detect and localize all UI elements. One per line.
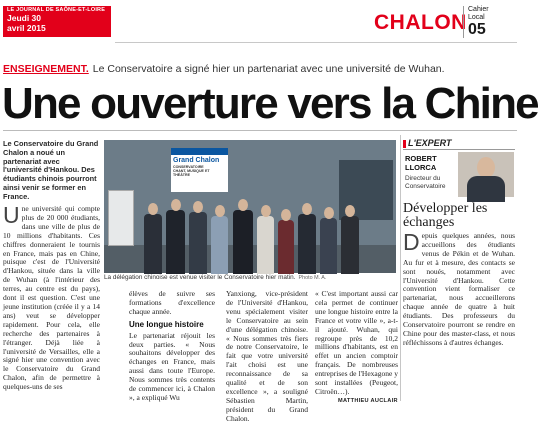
banner-title: Grand Chalon [173, 157, 220, 164]
article-byline: MATTHIEU AUCLAIR [338, 398, 398, 404]
article-subhead: Une longue histoire [129, 319, 204, 329]
photo-person [166, 210, 185, 274]
column-1-text: ne université qui compte plus de 20 000 étudiants, dans une ville de plus de 10 millions d'habitants. Ces chiffres donneraient le tournis en France, mais pas en Chine, puisque c'est de l'Université d'Hankou, située dans la ville de Wuhan (à l'intérieur des terres, au centre est du pays), dont il est question. C'est une jeune institution (créée il y a 14 ans) veut se développer rapidement. Pour cela, elle recherche des partenaires à l'étranger. Déjà liée à l'université de Versailles, elle a signé hier une convention avec le Conservatoire du Grand Chalon, afin de permettre à quelques-uns de ses [3, 204, 100, 392]
photo-caption [104, 273, 396, 283]
masthead-divider [115, 42, 517, 43]
page-label-cahier: Cahier [468, 6, 489, 13]
photo-display-panel [108, 190, 134, 246]
article-standfirst: Le Conservatoire du Grand Chalon a noué un partenariat avec l'université d'Hankou. Des étudiants chinois pourront ainsi venir se former en France. [3, 139, 99, 201]
caption-text: La délégation chinoise est venue visiter le Conservatoire hier matin. [104, 274, 296, 281]
page-label-local: Local [468, 14, 485, 21]
expert-drop-cap: D [403, 229, 420, 255]
newspaper-logo [3, 6, 111, 37]
expert-text: epuis quelques années, nous accueillons des étudiants venus de Pékin et de Wuhan. Au fur et à mesure, des contacts se sont noués, notamment avec l'Université d'Hankou. Cette convention vient formaliser ce partenariat, nous accueillerons chaque année de quatre à huit étudiants. Des professeurs du Conservatoire pourront se rendre en Chine pour des master-class, et nous réfléchissons à d'autres échanges. [403, 231, 515, 347]
page-number: 05 [468, 21, 486, 38]
column-2-text-a: élèves de suivre ses formations d'excellence chaque année. [129, 289, 215, 316]
article-column-2 [129, 290, 215, 403]
sidebar-divider [400, 135, 401, 401]
headline-divider [3, 130, 517, 131]
expert-role: Directeur du Conservatoire [405, 175, 446, 190]
expert-portrait [458, 152, 514, 197]
article-kicker [3, 62, 517, 76]
page-info [463, 6, 519, 38]
portrait-head [477, 157, 495, 178]
photo-credit: Photo M. A. [298, 275, 327, 281]
expert-last-name: LLORCA [405, 162, 437, 172]
expert-label: L'EXPERT [403, 138, 515, 150]
newspaper-name: LE JOURNAL DE SAÔNE-ET-LOIRE [7, 7, 106, 13]
photo-person [341, 216, 359, 274]
drop-cap: U [3, 202, 20, 228]
article-column-1 [3, 202, 100, 392]
photo-person [278, 220, 294, 274]
expert-name [405, 155, 451, 172]
photo-person [211, 216, 228, 274]
issue-date-day: Jeudi 30 [7, 13, 42, 23]
kicker-label: ENSEIGNEMENT. [3, 63, 89, 75]
portrait-body [467, 176, 505, 202]
expert-first-name: ROBERT [405, 154, 437, 163]
photo-person [233, 210, 253, 274]
photo-person [189, 212, 207, 274]
conservatoire-banner [171, 148, 228, 192]
article-column-4: « C'est important aussi car cela permet de continuer une longue histoire entre la France et votre ville », a-t-il ajouté. Wuhan, qui regroupe près de 10,2 millions d'habitants, est en effet un ancien comptoir français. De nombreuses entreprises de l'Hexagone y sont installées (Peugeot, Citroën…). [315, 289, 398, 396]
photo-person [144, 214, 162, 274]
photo-person [320, 218, 337, 274]
delegation-photo [104, 140, 396, 273]
banner-subtitle-1: CONSERVATOIRE [173, 165, 204, 169]
section-title: CHALON [374, 11, 467, 34]
article-column-3: Yanxiong, vice-président de l'Université d'Hankou, venu spécialement visiter le Conservatoire au sein d'une délégation chinoise. « Nous sommes très fiers de notre Conservatoire, le fait que votre université l'ait choisi est une reconnaissance de sa qualité et de son excellence », a souligné Sébastien Martin, président du Grand Chalon. [226, 289, 308, 423]
expert-column [403, 229, 515, 348]
kicker-text: Le Conservatoire a signé hier un partenariat avec une université de Wuhan. [92, 63, 445, 75]
expert-headline: Développer les échanges [403, 201, 488, 230]
article-headline: Une ouverture vers la Chine [2, 79, 538, 128]
issue-date-month: avril 2015 [7, 23, 46, 33]
photo-person [298, 214, 316, 274]
masthead [3, 6, 517, 42]
column-2-text-b: Le partenariat réjouit les deux parties. « Nous souhaitons développer des échanges en France, mais aussi dans toute l'Europe. Nous sommes très contents de commencer ici, à Chalon », a expliqué Wu [129, 330, 215, 402]
photo-person [257, 216, 274, 274]
banner-subtitle-2: CHANT, MUSIQUE ET THÉÂTRE [173, 169, 210, 178]
